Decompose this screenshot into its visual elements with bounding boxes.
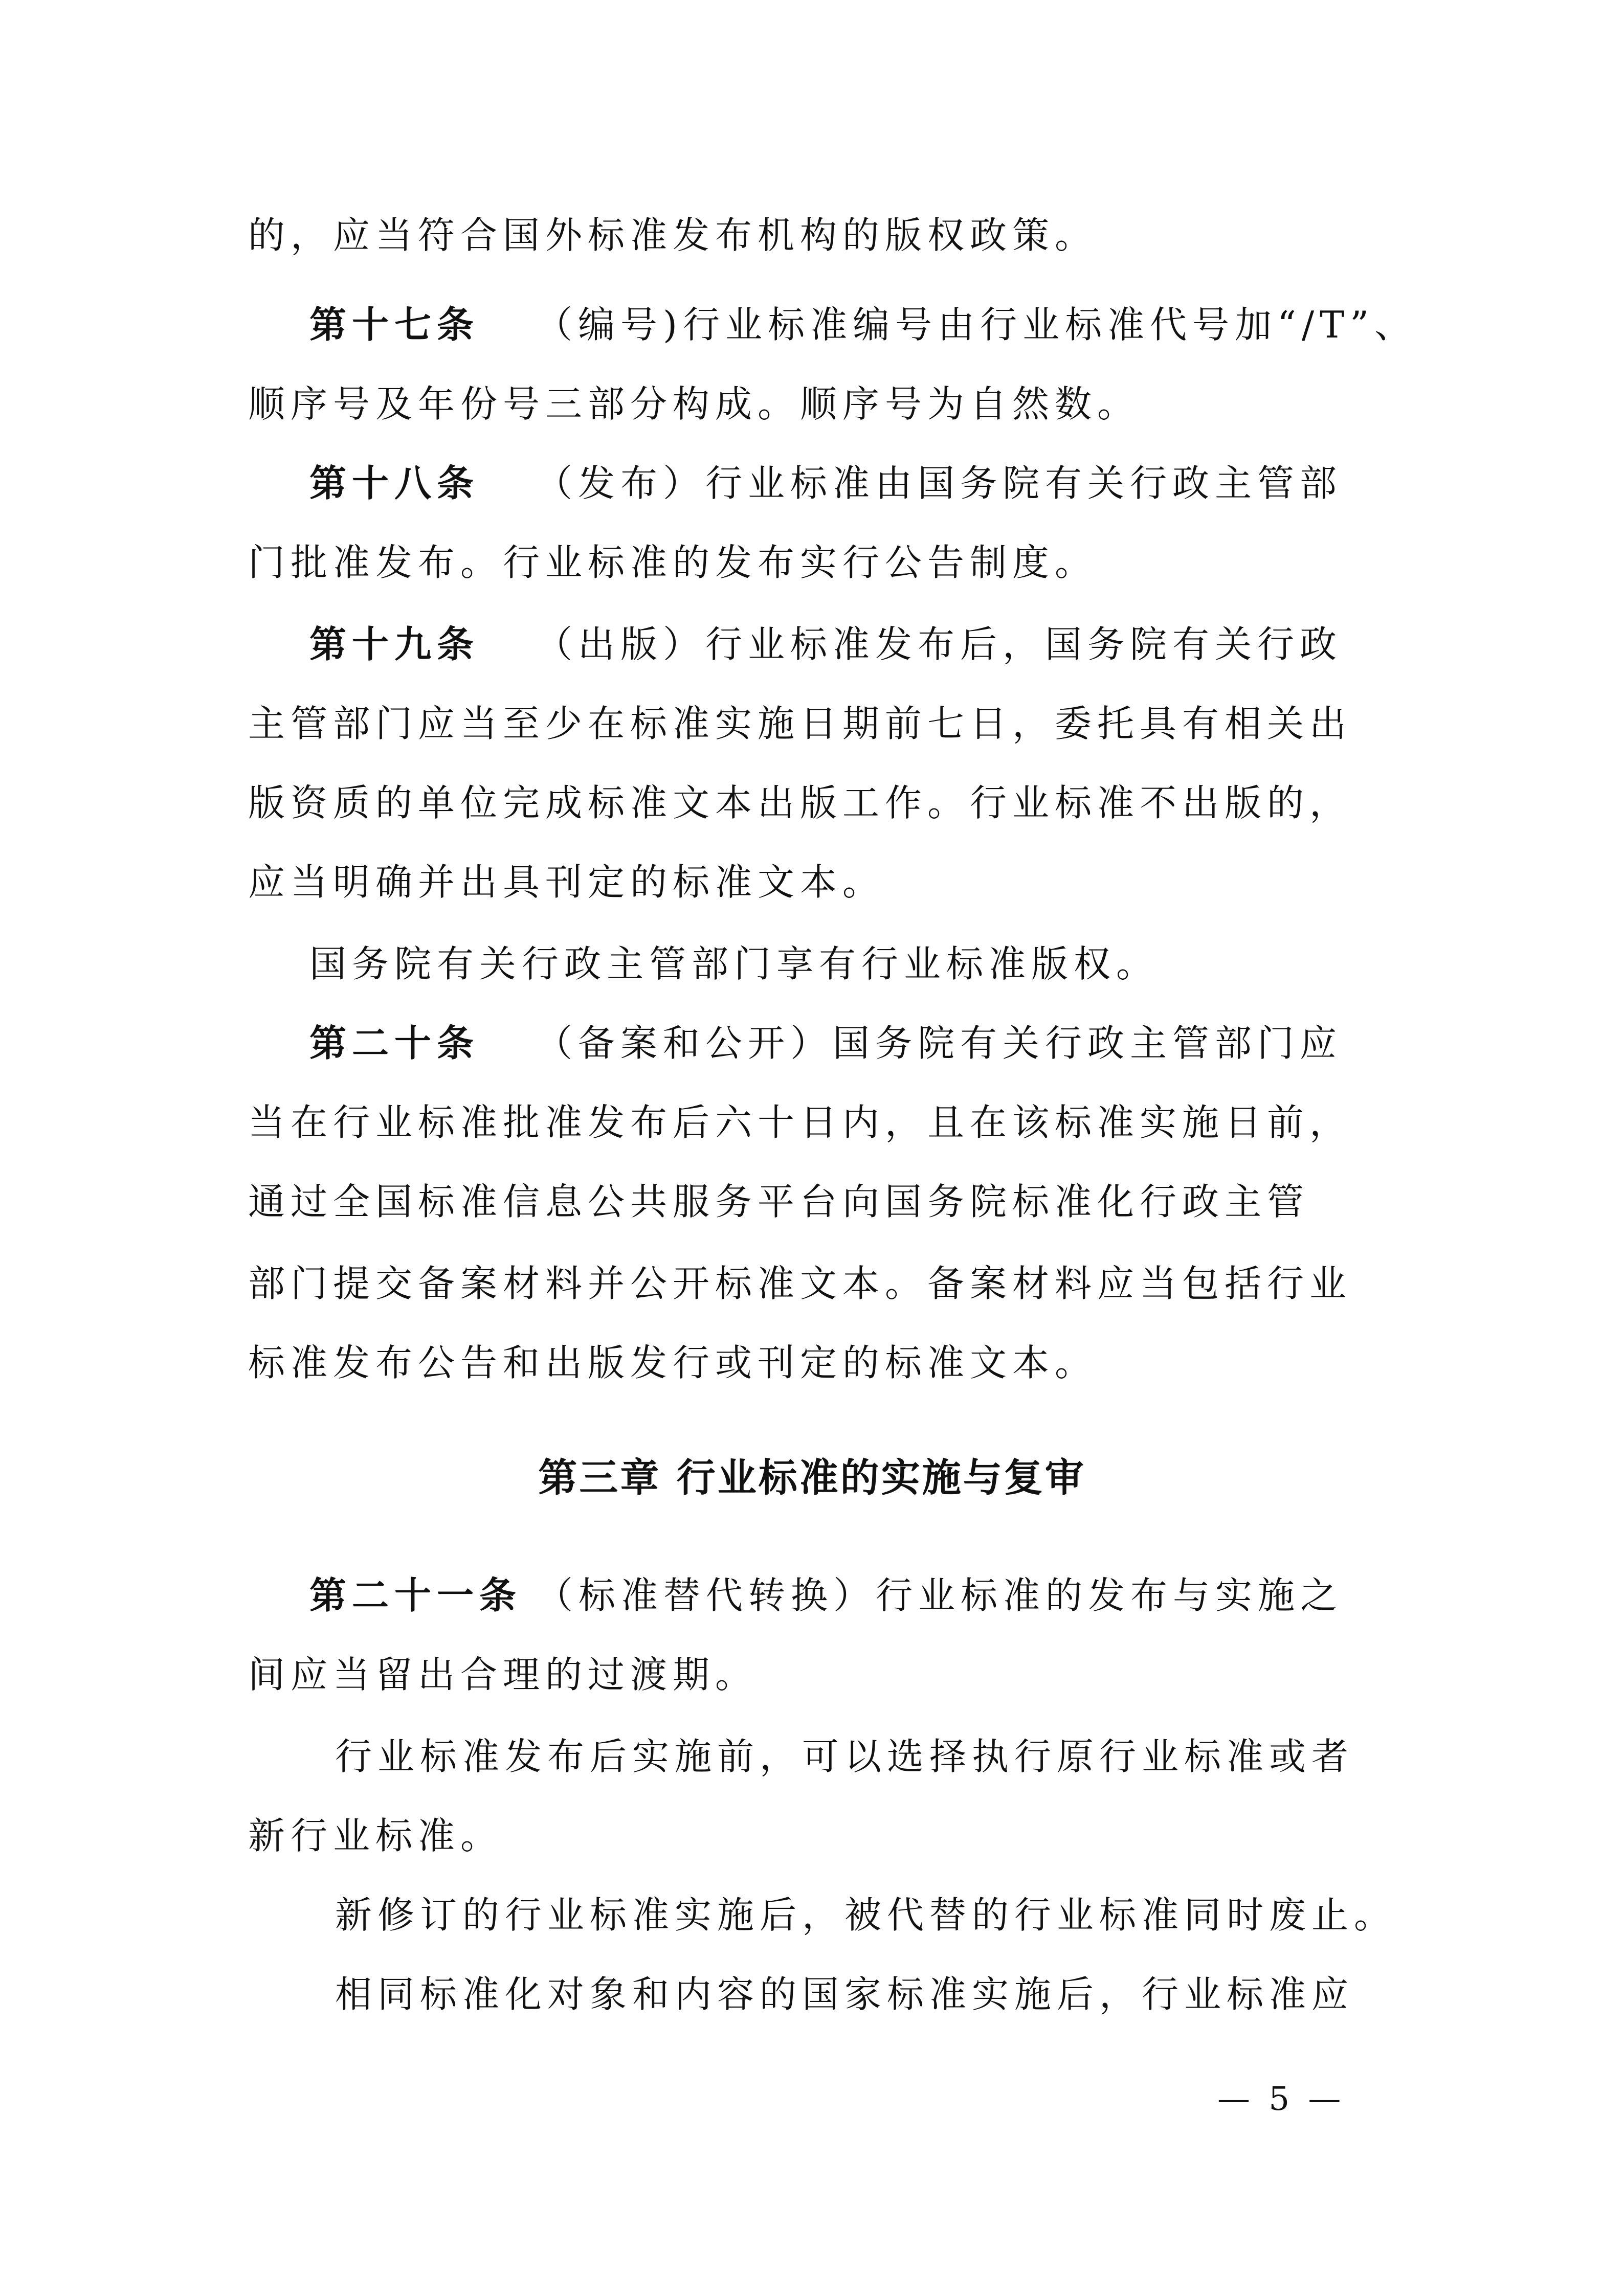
article-20-line-4: 部门提交备案材料并公开标准文本。备案材料应当包括行业 [248,1262,1352,1305]
article-17-text: （编号)行业标准编号由行业标准代号加“/T”、 [536,303,1417,346]
article-21-text: （标准替代转换）行业标准的发布与实施之 [536,1574,1343,1617]
article-19-line-3: 版资质的单位完成标准文本出版工作。行业标准不出版的， [248,781,1352,824]
article-18-label: 第十八条 [309,461,480,505]
page-number: — 5 — [1217,2080,1345,2118]
paragraph-line: 行业标准发布后实施前，可以选择执行原行业标准或者 [335,1735,1354,1778]
article-20-line-3: 通过全国标准信息公共服务平台向国务院标准化行政主管 [248,1180,1310,1223]
article-21-line-1 [309,1570,1343,1621]
article-21-label: 第二十一条 [309,1573,522,1617]
article-19-line-4: 应当明确并出具刊定的标准文本。 [248,861,885,904]
article-19-line-1 [309,619,1342,670]
paragraph-line: 国务院有关行政主管部门享有行业标准版权。 [309,942,1159,985]
article-20-line-1 [309,1018,1342,1069]
article-18-text: （发布）行业标准由国务院有关行政主管部 [536,462,1343,505]
paragraph-line: 的，应当符合国外标准发布机构的版权政策。 [248,214,1098,257]
paragraph-line: 新修订的行业标准实施后，被代替的行业标准同时废止。 [335,1894,1397,1937]
article-17-label: 第十七条 [309,303,480,346]
article-20-line-2: 当在行业标准批准发布后六十日内，且在该标准实施日前， [248,1101,1352,1144]
article-19-text: （出版）行业标准发布后，国务院有关行政 [536,623,1343,666]
paragraph-line: 相同标准化对象和内容的国家标准实施后，行业标准应 [335,1973,1354,2016]
chapter-heading: 第三章 行业标准的实施与复审 [538,1455,1086,1500]
article-17-line-1 [309,299,1417,350]
article-19-label: 第十九条 [309,622,480,666]
article-17-line-2: 顺序号及年份号三部分构成。顺序号为自然数。 [248,382,1140,425]
article-18-line-2: 门批准发布。行业标准的发布实行公告制度。 [248,541,1098,584]
article-20-text: （备案和公开）国务院有关行政主管部门应 [536,1022,1343,1065]
paragraph-line: 新行业标准。 [248,1814,503,1857]
article-18-line-1 [309,458,1342,509]
article-21-line-2: 间应当留出合理的过渡期。 [248,1653,758,1696]
article-20-label: 第二十条 [309,1021,480,1065]
article-19-line-2: 主管部门应当至少在标准实施日期前七日，委托具有相关出 [248,702,1352,745]
article-20-line-5: 标准发布公告和出版发行或刊定的标准文本。 [248,1341,1098,1384]
